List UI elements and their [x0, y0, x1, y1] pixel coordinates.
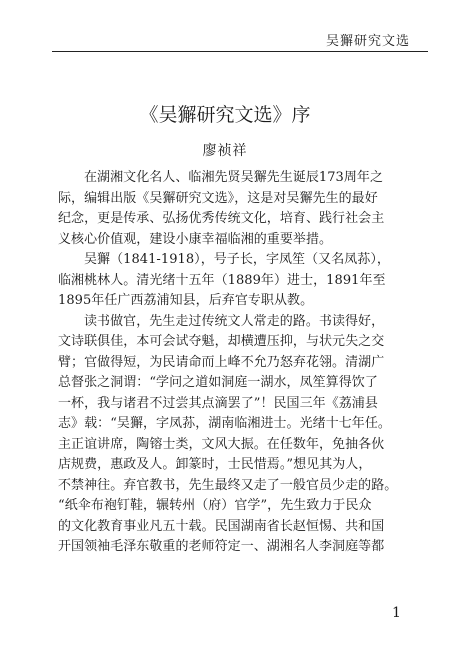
running-head: 吴獬研究文选 [326, 34, 411, 49]
body-line: 在湖湘文化名人、临湘先贤吴獬先生诞辰173周年之 [84, 170, 384, 185]
body-line: 志》载：“吴獬，字凤荪，湖南临湘进士。光绪十七年任。 [58, 416, 391, 431]
body-line: 临湘桃林人。清光绪十五年（1889年）进士，1891年至 [58, 272, 386, 288]
author-name: 廖祯祥 [202, 143, 248, 159]
body-line: 一杯，我与诸君不过尝其点滴罢了”！民国三年《荔浦县 [58, 395, 378, 411]
page-title: 《吴獬研究文选》序 [139, 104, 311, 126]
body-line: 不禁神往。弃官教书，先生最终又走了一般官员少走的路。 [58, 477, 398, 493]
body-line: 总督张之洞谓：“学问之道如洞庭一湖水，凤笙算得饮了 [58, 375, 378, 390]
body-line: 的文化教育事业凡五十载。民国湖南省长赵恒惕、共和国 [58, 518, 385, 534]
page-number: 1 [392, 605, 401, 621]
body-line: “纸伞布袍钉鞋，辗转州（府）官学”，先生致力于民众 [58, 498, 372, 513]
body-text [58, 168, 400, 558]
body-line: 文诗联俱佳，本可会试夺魁，却横遭压抑，与状元失之交 [58, 334, 385, 349]
body-line: 纪念，更是传承、弘扬优秀传统文化，培育、践行社会主 [58, 211, 385, 226]
body-line: 义核心价值观，建设小康幸福临湘的重要举措。 [58, 231, 333, 247]
body-line: 主正谊讲席，陶镕士类，文风大振。在任数年，免抽各伙 [58, 436, 385, 452]
body-line: 1895年任广西荔浦知县，后弃官专职从教。 [58, 293, 314, 308]
body-line: 吴獬（1841-1918），号子长，字凤笙（又名凤荪）， [84, 252, 390, 267]
body-line: 臂；官做得短，为民请命而上峰不允乃怒弃花翎。清湖广 [58, 354, 385, 370]
body-line: 读书做官，先生走过传统文人常走的路。书读得好， [84, 313, 385, 329]
body-line: 际，编辑出版《吴獬研究文选》，这是对吴獬先生的最好 [58, 190, 378, 206]
body-line: 开国领袖毛泽东敬重的老师符定一、湖湘名人李洞庭等都 [58, 539, 385, 554]
body-line: 店规费，惠政及人。卸篆时，士民惜焉。”想见其为人， [58, 457, 372, 472]
header-rule [52, 51, 428, 52]
